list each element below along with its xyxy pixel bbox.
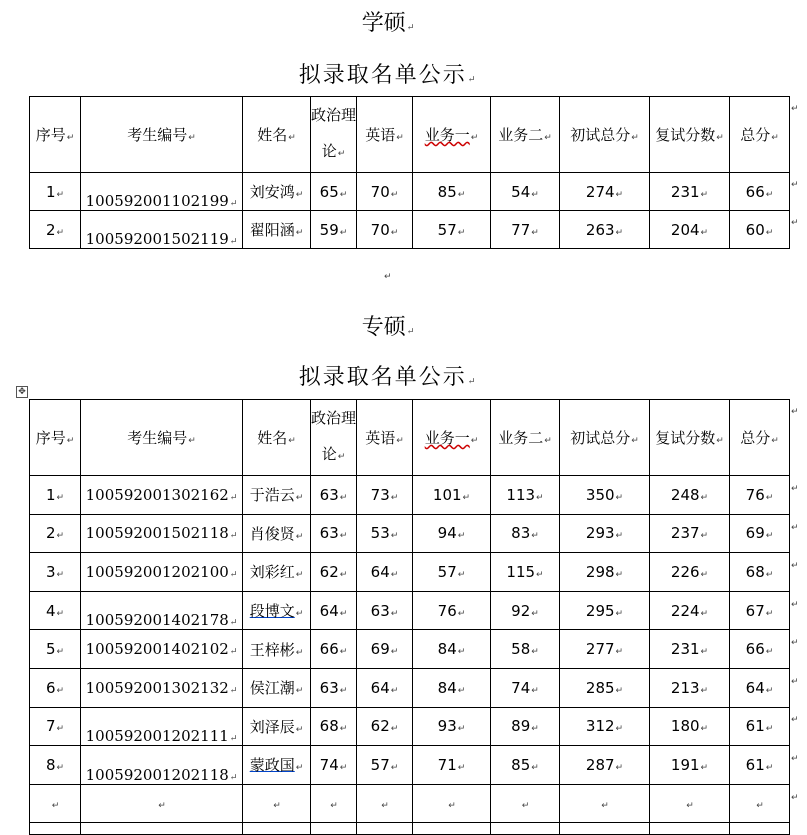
table-row (30, 211, 790, 249)
cell-total: 64↵ (730, 668, 790, 707)
cell-name: 刘彩红↵ (243, 553, 311, 592)
cell-name: 王梓彬↵ (243, 630, 311, 669)
header-subject2: 业务二↵ (491, 97, 560, 173)
cell-politics: 66↵ (311, 630, 357, 669)
cell-subject1: 57↵ (413, 211, 491, 249)
row-end-mark: ↵ (791, 407, 799, 417)
cell-subject1: 76↵ (413, 591, 491, 630)
header-seq: 序号↵ (30, 400, 81, 476)
section1-subtitle: 拟录取名单公示↵ (298, 63, 478, 88)
cell-english: 70↵ (357, 173, 413, 211)
cell-total: 61↵ (730, 746, 790, 785)
cell-initial-total: 293↵ (560, 514, 650, 553)
header-subject2: 业务二↵ (491, 400, 560, 476)
cell-exam-id: 100592001502119↵ (81, 211, 243, 249)
table-header-row (30, 400, 790, 476)
header-politics: 政治理论↵ (311, 400, 357, 476)
cell-english: 62↵ (357, 707, 413, 746)
cell-total: 67↵ (730, 591, 790, 630)
cell-retest: 237↵ (650, 514, 730, 553)
cell-subject2: 115↵ (491, 553, 560, 592)
cell-exam-id: 100592001202118↵ (81, 746, 243, 785)
cell-subject2: 89↵ (491, 707, 560, 746)
cell-total: 60↵ (730, 211, 790, 249)
section2-subtitle: 拟录取名单公示↵ (298, 365, 478, 390)
cell-exam-id: 100592001402102↵ (81, 630, 243, 669)
cell-name: 肖俊贤↵ (243, 514, 311, 553)
cell-retest: 204↵ (650, 211, 730, 249)
cell-retest: 231↵ (650, 630, 730, 669)
section2-table (29, 399, 790, 835)
cell-subject1: 71↵ (413, 746, 491, 785)
cell-english: 73↵ (357, 476, 413, 515)
section1-title: 学硕↵ (361, 11, 415, 36)
row-end-mark: ↵ (791, 715, 799, 725)
cell-politics: 64↵ (311, 591, 357, 630)
cell-retest: 248↵ (650, 476, 730, 515)
header-exam-id: 考生编号↵ (81, 400, 243, 476)
header-name: 姓名↵ (243, 97, 311, 173)
cell-exam-id: 100592001202111↵ (81, 707, 243, 746)
cell-subject2: 58↵ (491, 630, 560, 669)
table-row (30, 668, 790, 707)
empty-cell: ↵ (413, 784, 491, 822)
cell-initial-total: 277↵ (560, 630, 650, 669)
cell-english: 53↵ (357, 514, 413, 553)
header-total: 总分↵ (730, 400, 790, 476)
cell-retest: 231↵ (650, 173, 730, 211)
cell-name: 翟阳涵↵ (243, 211, 311, 249)
cell-seq: 7↵ (30, 707, 81, 746)
cell-name: 刘泽辰↵ (243, 707, 311, 746)
empty-cell: ↵ (491, 784, 560, 822)
row-end-mark: ↵ (791, 180, 799, 190)
table-row (30, 746, 790, 785)
cell-total: 66↵ (730, 173, 790, 211)
cell-total: 69↵ (730, 514, 790, 553)
cell-name: 段博文↵ (243, 591, 311, 630)
cell-exam-id: 100592001502118↵ (81, 514, 243, 553)
cell-initial-total: 263↵ (560, 211, 650, 249)
cell-total: 66↵ (730, 630, 790, 669)
cell-seq: 8↵ (30, 746, 81, 785)
cell-seq: 3↵ (30, 553, 81, 592)
cell-politics: 62↵ (311, 553, 357, 592)
cell-subject2: 74↵ (491, 668, 560, 707)
cell-subject2: 77↵ (491, 211, 560, 249)
empty-cell: ↵ (81, 784, 243, 822)
empty-cell: ↵ (560, 784, 650, 822)
cell-subject1: 94↵ (413, 514, 491, 553)
table-move-handle-icon[interactable]: ✥ (16, 386, 28, 398)
cell-politics: 65↵ (311, 173, 357, 211)
cell-subject1: 101↵ (413, 476, 491, 515)
row-end-mark: ↵ (791, 793, 799, 803)
cell-subject1: 85↵ (413, 173, 491, 211)
cell-seq: 1↵ (30, 173, 81, 211)
cell-politics: 63↵ (311, 476, 357, 515)
cell-politics: 68↵ (311, 707, 357, 746)
cell-name: 侯江潮↵ (243, 668, 311, 707)
header-seq: 序号↵ (30, 97, 81, 173)
header-retest: 复试分数↵ (650, 97, 730, 173)
table-row (30, 707, 790, 746)
cell-exam-id: 100592001102199↵ (81, 173, 243, 211)
cell-initial-total: 298↵ (560, 553, 650, 592)
partial-table-row (30, 822, 790, 834)
cell-exam-id: 100592001202100↵ (81, 553, 243, 592)
cell-initial-total: 312↵ (560, 707, 650, 746)
empty-cell: ↵ (357, 784, 413, 822)
header-initial-total: 初试总分↵ (560, 97, 650, 173)
row-end-mark: ↵ (791, 523, 799, 533)
cell-exam-id: 100592001302132↵ (81, 668, 243, 707)
cell-name: 蒙政国↵ (243, 746, 311, 785)
cell-seq: 2↵ (30, 514, 81, 553)
header-politics: 政治理论↵ (311, 97, 357, 173)
cell-subject2: 113↵ (491, 476, 560, 515)
cell-exam-id: 100592001302162↵ (81, 476, 243, 515)
cell-total: 68↵ (730, 553, 790, 592)
cell-seq: 5↵ (30, 630, 81, 669)
cell-total: 61↵ (730, 707, 790, 746)
cell-name: 于浩云↵ (243, 476, 311, 515)
empty-cell: ↵ (650, 784, 730, 822)
cell-subject1: 84↵ (413, 630, 491, 669)
header-exam-id: 考生编号↵ (81, 97, 243, 173)
cell-politics: 59↵ (311, 211, 357, 249)
cell-subject1: 84↵ (413, 668, 491, 707)
table-row (30, 591, 790, 630)
table-row (30, 476, 790, 515)
cell-seq: 2↵ (30, 211, 81, 249)
cell-subject2: 85↵ (491, 746, 560, 785)
row-end-mark: ↵ (791, 561, 799, 571)
cell-subject2: 54↵ (491, 173, 560, 211)
header-subject1: 业务一↵ (413, 400, 491, 476)
cell-retest: 180↵ (650, 707, 730, 746)
header-retest: 复试分数↵ (650, 400, 730, 476)
row-end-mark: ↵ (791, 484, 799, 494)
cell-subject2: 92↵ (491, 591, 560, 630)
row-end-mark: ↵ (791, 600, 799, 610)
cell-retest: 191↵ (650, 746, 730, 785)
cell-total: 76↵ (730, 476, 790, 515)
cell-initial-total: 285↵ (560, 668, 650, 707)
empty-table-row (30, 784, 790, 822)
cell-subject2: 83↵ (491, 514, 560, 553)
cell-exam-id: 100592001402178↵ (81, 591, 243, 630)
row-end-mark: ↵ (791, 218, 799, 228)
header-english: 英语↵ (357, 400, 413, 476)
row-end-mark: ↵ (791, 754, 799, 764)
cell-retest: 224↵ (650, 591, 730, 630)
header-english: 英语↵ (357, 97, 413, 173)
cell-initial-total: 295↵ (560, 591, 650, 630)
empty-cell: ↵ (30, 784, 81, 822)
header-name: 姓名↵ (243, 400, 311, 476)
cell-initial-total: 287↵ (560, 746, 650, 785)
cell-initial-total: 350↵ (560, 476, 650, 515)
cell-name: 刘安鸿↵ (243, 173, 311, 211)
cell-english: 64↵ (357, 553, 413, 592)
table-header-row (30, 97, 790, 173)
cell-english: 70↵ (357, 211, 413, 249)
cell-politics: 63↵ (311, 514, 357, 553)
header-total: 总分↵ (730, 97, 790, 173)
cell-seq: 4↵ (30, 591, 81, 630)
empty-paragraph-mark: ↵ (384, 272, 392, 282)
table-row (30, 173, 790, 211)
cell-english: 63↵ (357, 591, 413, 630)
cell-retest: 213↵ (650, 668, 730, 707)
cell-english: 64↵ (357, 668, 413, 707)
section2-title: 专硕↵ (361, 315, 415, 340)
cell-english: 69↵ (357, 630, 413, 669)
empty-cell: ↵ (730, 784, 790, 822)
empty-cell: ↵ (243, 784, 311, 822)
cell-english: 57↵ (357, 746, 413, 785)
cell-subject1: 57↵ (413, 553, 491, 592)
cell-seq: 1↵ (30, 476, 81, 515)
cell-seq: 6↵ (30, 668, 81, 707)
table-row (30, 514, 790, 553)
cell-retest: 226↵ (650, 553, 730, 592)
row-end-mark: ↵ (791, 638, 799, 648)
empty-cell: ↵ (311, 784, 357, 822)
table-row (30, 630, 790, 669)
header-subject1: 业务一↵ (413, 97, 491, 173)
row-end-mark: ↵ (791, 677, 799, 687)
table-row (30, 553, 790, 592)
cell-politics: 74↵ (311, 746, 357, 785)
row-end-mark: ↵ (791, 104, 799, 114)
cell-subject1: 93↵ (413, 707, 491, 746)
header-initial-total: 初试总分↵ (560, 400, 650, 476)
cell-politics: 63↵ (311, 668, 357, 707)
section1-table (29, 96, 790, 249)
cell-initial-total: 274↵ (560, 173, 650, 211)
